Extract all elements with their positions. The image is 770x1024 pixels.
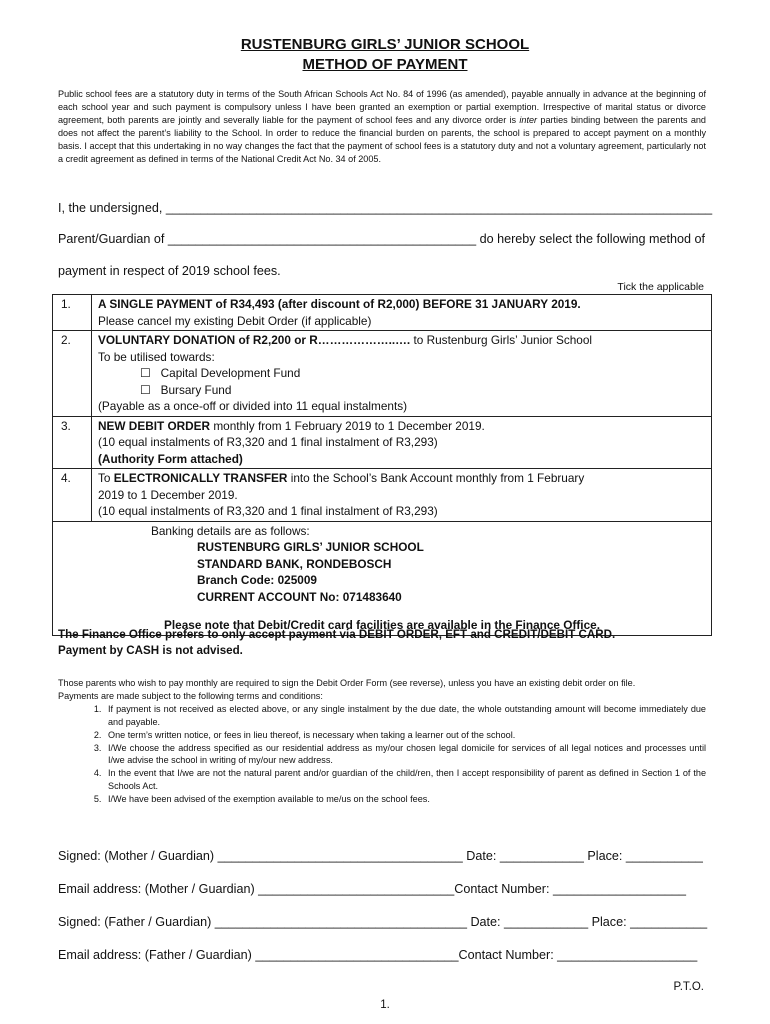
option-title-line: [98, 418, 705, 435]
option-title-rest: into the School’s Bank Account monthly from 1 February: [287, 471, 585, 485]
fund-label: Capital Development Fund: [160, 366, 301, 380]
option-note: (10 equal instalments of R3,320 and 1 final instalment of R3,293): [98, 504, 438, 518]
tick-instruction: Tick the applicable: [617, 281, 704, 293]
terms-intro-1: Those parents who wish to pay monthly are required to sign the Debit Order Form (see reverse), unless you have an existing debit order on file.: [58, 678, 636, 688]
option-note: (Payable as a once-off or divided into 11 equal instalments): [98, 399, 408, 413]
card-facilities-note: Please note that Debit/Credit card facilities are available in the Finance Office.: [164, 618, 600, 632]
option-title: VOLUNTARY DONATION of R2,200 or R………………..….: [98, 333, 411, 347]
payment-year-line: payment in respect of 2019 school fees.: [58, 264, 281, 278]
option-title: A SINGLE PAYMENT of R34,493 (after discount of R2,000) BEFORE 31 JANUARY 2019.: [98, 297, 581, 311]
option-note: Please cancel my existing Debit Order (if applicable): [98, 313, 372, 328]
option-prefix: To: [98, 471, 114, 485]
terms-list: [58, 703, 706, 806]
please-turn-over: P.T.O.: [673, 981, 704, 993]
term-item: 1. If payment is not received as elected above, or any single instalment by the due date, the whole outstanding amount will become immediately due and payable.: [104, 703, 706, 729]
term-item: 3. I/We choose the address specified as our residential address as my/our chosen legal domicile for services of all legal notices and processes until I/we advise the school in writing of my/our new address.: [104, 742, 706, 768]
page-number: 1.: [380, 999, 390, 1011]
school-name: RUSTENBURG GIRLS’ JUNIOR SCHOOL: [240, 36, 530, 53]
guardian-of-field[interactable]: Parent/Guardian of ____________________________________________ do hereby select the following method of: [58, 232, 706, 246]
option-title-rest: monthly from 1 February 2019 to 1 December 2019.: [210, 418, 485, 433]
option-number: 1.: [53, 295, 92, 331]
father-email-line[interactable]: Email address: (Father / Guardian) _____________________________Contact Number: ____________________: [58, 948, 698, 962]
bank-name: STANDARD BANK, RONDEBOSCH: [197, 556, 392, 571]
preference-line-1: The Finance Office prefers to only accept payment via DEBIT ORDER, EFT and CREDIT/DEBIT CARD.: [58, 628, 616, 641]
option-content: [92, 295, 712, 331]
fund-capital-row[interactable]: [98, 365, 705, 382]
bank-account-number: CURRENT ACCOUNT No: 071483640: [197, 589, 402, 604]
option-title-line: [98, 332, 705, 349]
term-item: 5. I/We have been advised of the exemption available to me/us on the school fees.: [104, 793, 706, 806]
option-electronic-transfer[interactable]: [53, 469, 712, 522]
term-item: 2. One term’s written notice, or fees in lieu thereof, is necessary when taking a learner out of the school.: [104, 729, 706, 742]
option-title-line: [98, 470, 705, 487]
mother-email-line[interactable]: Email address: (Mother / Guardian) ____________________________Contact Number: ___________________: [58, 882, 687, 896]
payment-preference: [58, 627, 615, 659]
payment-options-table: [52, 294, 712, 636]
terms-and-conditions: [58, 677, 706, 806]
fund-label: Bursary Fund: [160, 382, 232, 397]
option-content: [92, 416, 712, 469]
banking-details-row: [53, 521, 712, 635]
form-title: METHOD OF PAYMENT: [302, 56, 468, 73]
option-dates: 2019 to 1 December 2019.: [98, 487, 238, 502]
mother-signature-line[interactable]: Signed: (Mother / Guardian) ___________________________________ Date: ____________ Place: ___________: [58, 849, 703, 863]
option-title: NEW DEBIT ORDER: [98, 418, 211, 433]
option-content: [92, 469, 712, 522]
option-note: (10 equal instalments of R3,320 and 1 final instalment of R3,293): [98, 435, 438, 449]
bank-account-name: RUSTENBURG GIRLS’ JUNIOR SCHOOL: [197, 540, 424, 554]
intro-text-2: parties binding between the parents and does not affect the parent’s liability to the School. In order to reduce the financial burden on parents, the school is prepared to accept payment on a monthly basis. I accept that this undertaking in no way changes the fact that the payment of school fees is a statutory duty and not a voluntary agreement, particularly not a credit agreement as defined in terms of the National Credit Act No. 34 of 2005.: [58, 115, 706, 165]
bank-branch-code: Branch Code: 025009: [197, 573, 317, 587]
option-single-payment[interactable]: [53, 295, 712, 331]
option-content: [92, 331, 712, 417]
checkbox-icon[interactable]: ☐: [140, 366, 151, 380]
option-number: 4.: [53, 469, 92, 522]
intro-paragraph: [58, 88, 706, 167]
option-title-rest: to Rustenburg Girls’ Junior School: [410, 333, 593, 347]
option-title: ELECTRONICALLY TRANSFER: [113, 471, 288, 485]
option-voluntary-donation[interactable]: [53, 331, 712, 417]
option-number: 2.: [53, 331, 92, 417]
term-item: 4. In the event that I/we are not the natural parent and/or guardian of the child/ren, then I accept responsibility of parent as defined in Section 1 of the Schools Act.: [104, 767, 706, 793]
authority-form-note: (Authority Form attached): [98, 451, 243, 466]
preference-line-2: Payment by CASH is not advised.: [58, 644, 243, 657]
intro-italic: inter: [519, 115, 538, 126]
option-number: 3.: [53, 416, 92, 469]
undersigned-field[interactable]: I, the undersigned, ______________________________________________________________________________: [58, 201, 713, 215]
option-new-debit-order[interactable]: [53, 416, 712, 469]
terms-intro-2: Payments are made subject to the following terms and conditions:: [58, 690, 323, 701]
option-towards: To be utilised towards:: [98, 349, 215, 364]
intro-text-1: Public school fees are a statutory duty in terms of the South African Schools Act No. 84 of 1996 (as amended), payable annually in advance at the beginning of each school year and such payment is compulsory unless I have been granted an exemption or partial exemption. Irrespective of marital status or divorce agreement, both parents are jointly and severally liable for the payment of school fees and any divorce order is: [58, 89, 706, 126]
checkbox-icon[interactable]: ☐: [140, 382, 151, 397]
banking-details: [53, 521, 712, 635]
bank-intro: Banking details are as follows:: [151, 523, 310, 538]
fund-bursary-row[interactable]: [98, 382, 705, 399]
father-signature-line[interactable]: Signed: (Father / Guardian) ____________________________________ Date: ____________ Place: ___________: [58, 915, 708, 929]
